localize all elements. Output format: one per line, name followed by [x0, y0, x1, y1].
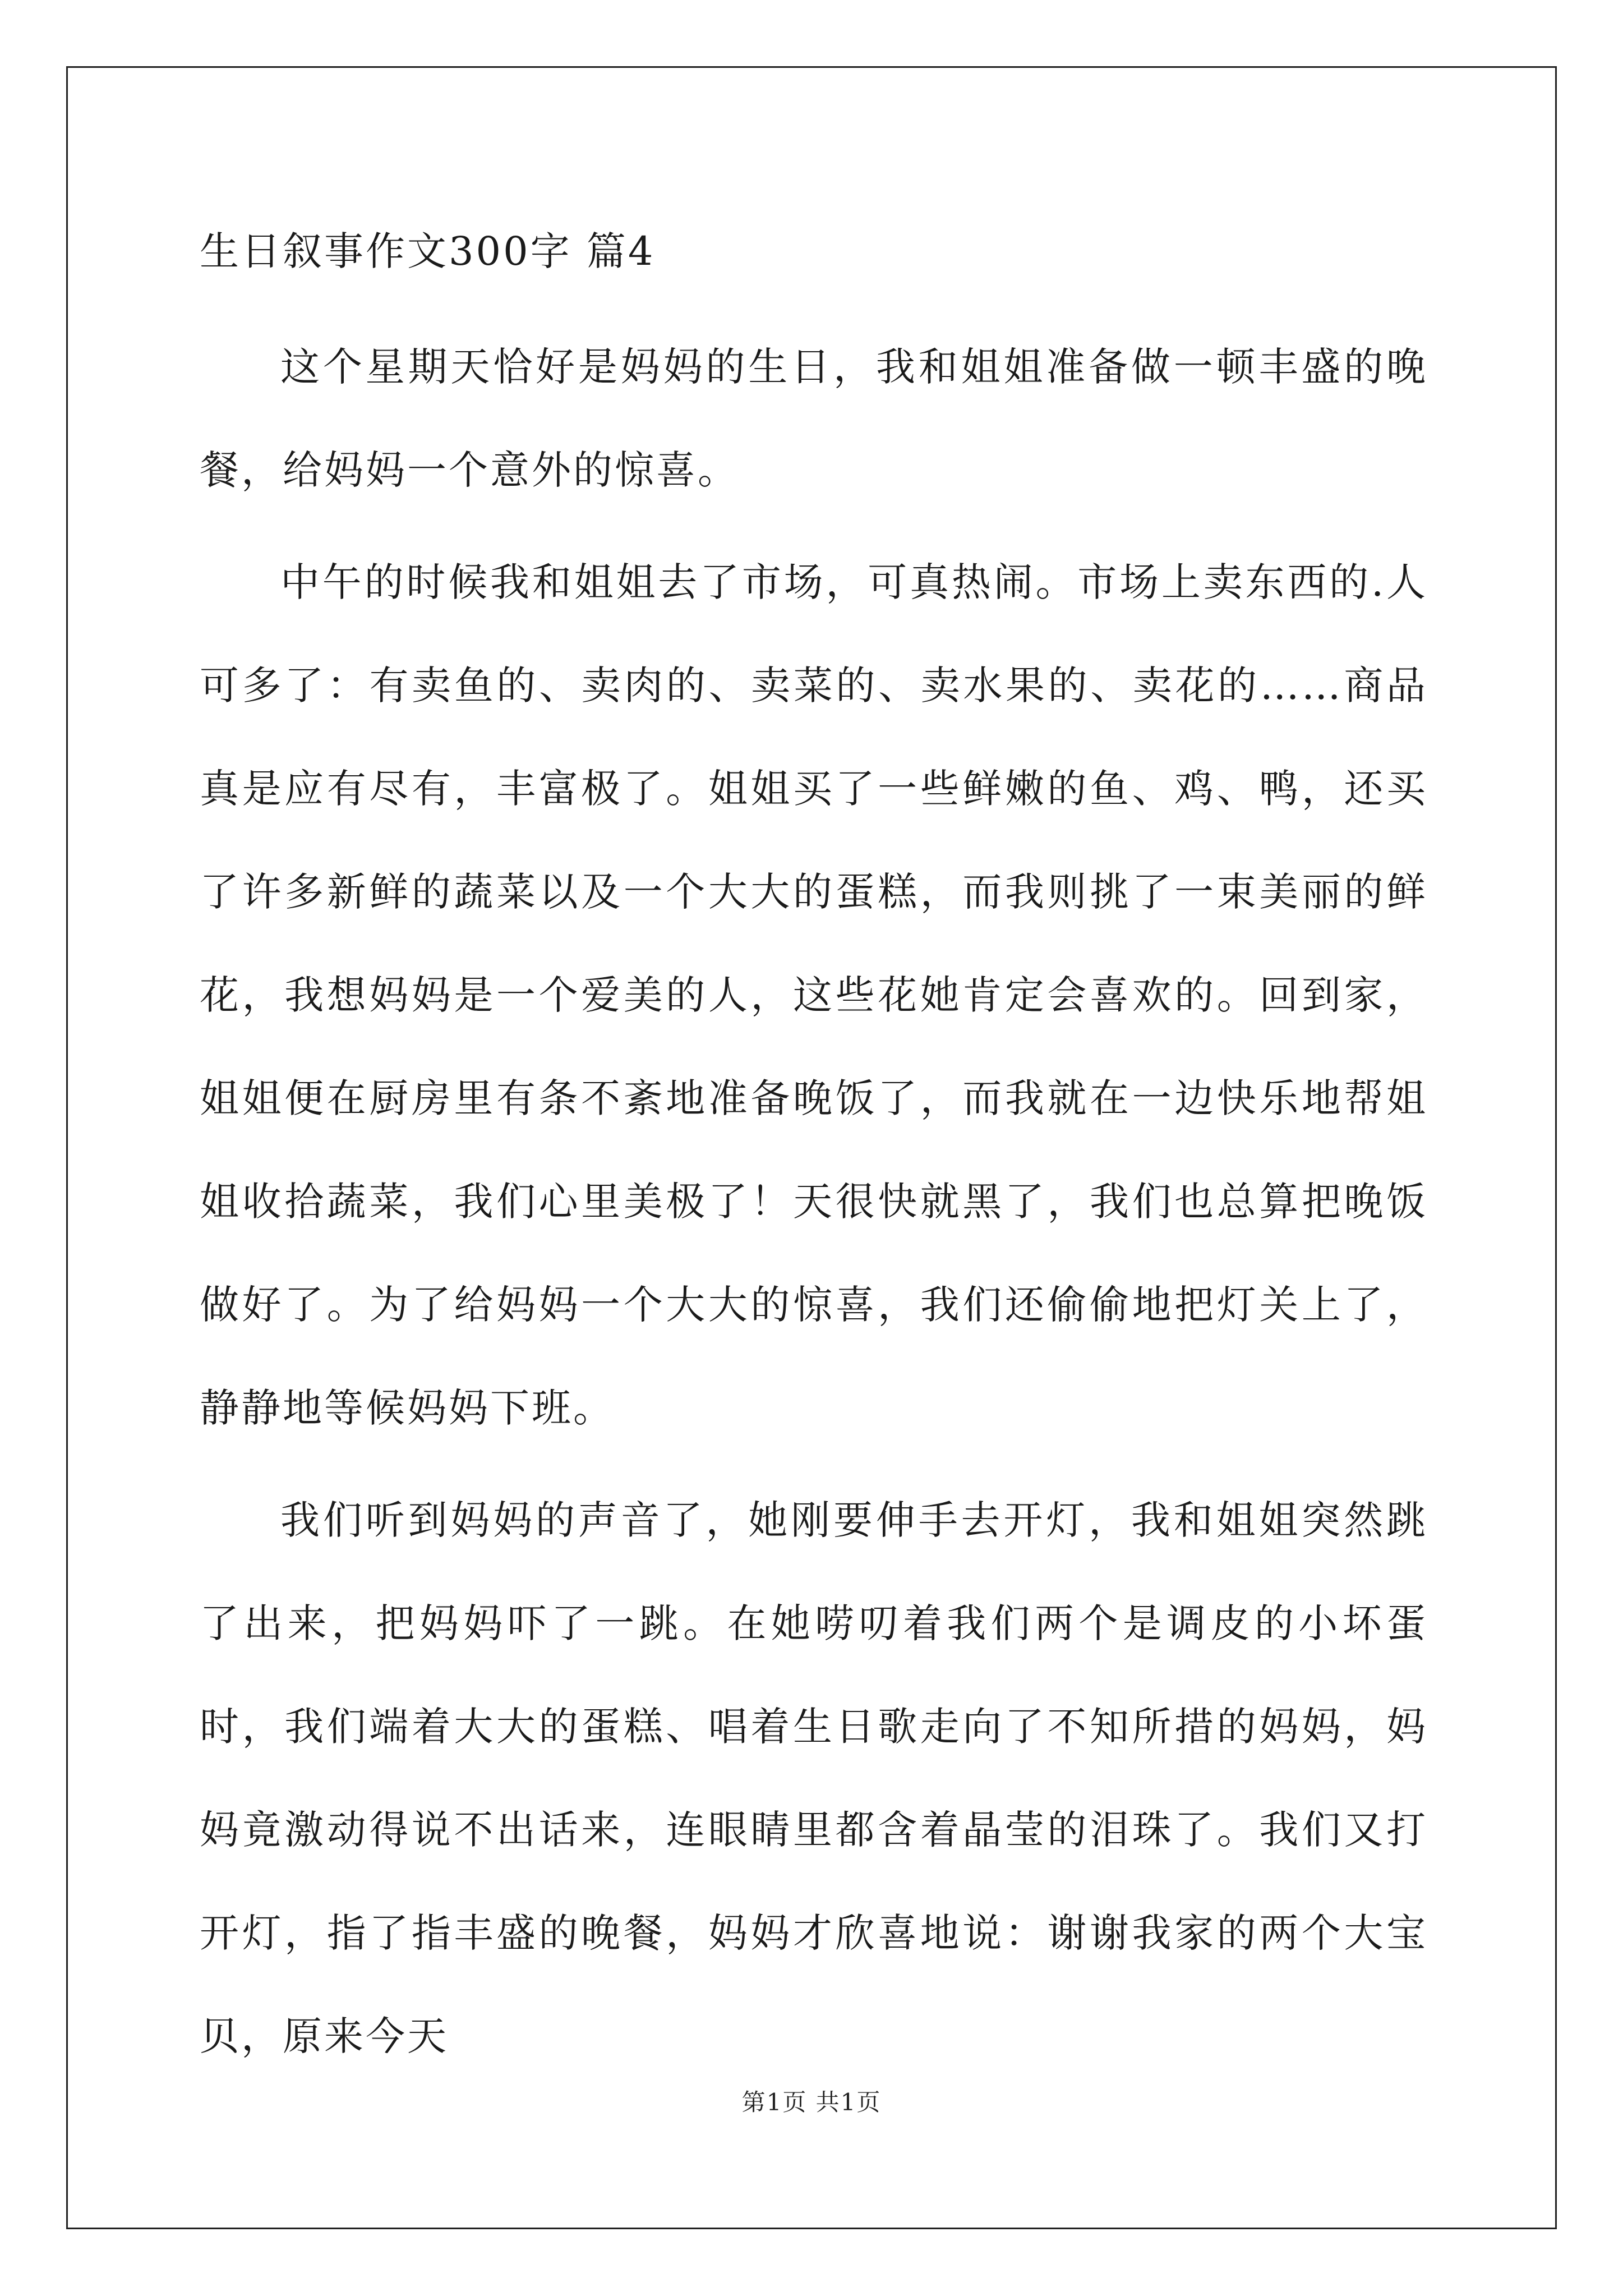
document-title: 生日叙事作文300字 篇4 [200, 228, 656, 274]
page-footer: 第1页 共1页 [741, 2088, 882, 2116]
paragraph-2: 中午的时候我和姐姐去了市场，可真热闹。市场上卖东西的.人可多了：有卖鱼的、卖肉的、卖菜的、卖水果的、卖花的……商品真是应有尽有，丰富极了。姐姐买了一些鲜嫩的鱼、鸡、鸭，还买了许多新鲜的蔬菜以及一个大大的蛋糕，而我则挑了一束美丽的鲜花，我想妈妈是一个爱美的人，这些花她肯定会喜欢的。回到家，姐姐便在厨房里有条不紊地准备晚饭了，而我就在一边快乐地帮姐姐收拾蔬菜，我们心里美极了！天很快就黑了，我们也总算把晚饭做好了。为了给妈妈一个大大的惊喜，我们还偷偷地把灯关上了，静静地等候妈妈下班。 [200, 559, 1428, 1431]
paragraph-1: 这个星期天恰好是妈妈的生日，我和姐姐准备做一顿丰盛的晚餐，给妈妈一个意外的惊喜。 [200, 344, 1428, 493]
document-body [200, 212, 1428, 2097]
paragraph-3: 我们听到妈妈的声音了，她刚要伸手去开灯，我和姐姐突然跳了出来，把妈妈吓了一跳。在她唠叨着我们两个是调皮的小坏蛋时，我们端着大大的蛋糕、唱着生日歌走向了不知所措的妈妈，妈妈竟激动得说不出话来，连眼睛里都含着晶莹的泪珠了。我们又打开灯，指了指丰盛的晚餐，妈妈才欣喜地说：谢谢我家的两个大宝贝，原来今天 [200, 1497, 1428, 2059]
